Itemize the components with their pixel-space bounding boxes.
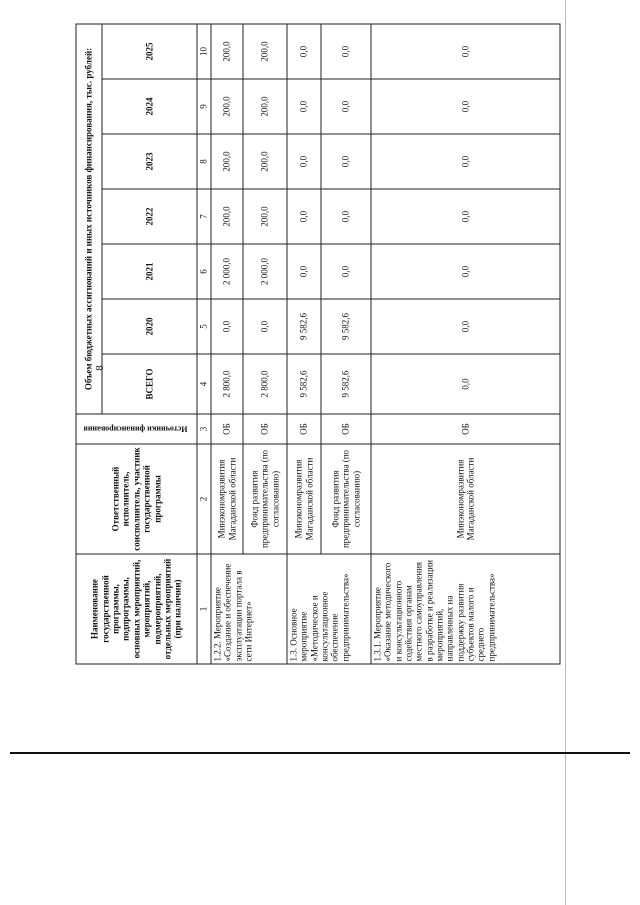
value-cell: 0,0 bbox=[287, 189, 321, 244]
col-number: 6 bbox=[197, 244, 211, 299]
value-cell: 200,0 bbox=[243, 189, 287, 244]
value-cell: 0,0 bbox=[287, 79, 321, 134]
value-cell: 2 800,0 bbox=[243, 354, 287, 414]
column-number-row bbox=[197, 24, 211, 664]
year-2025: 2025 bbox=[102, 24, 197, 79]
source-cell: ОБ bbox=[321, 414, 371, 444]
value-cell: 0,0 bbox=[321, 134, 371, 189]
col-number: 9 bbox=[197, 79, 211, 134]
executor-cell: Минэкономразвития Магаданской области bbox=[287, 444, 321, 554]
value-cell: 0,0 bbox=[321, 24, 371, 79]
value-cell: 0,0 bbox=[287, 24, 321, 79]
value-cell: 200,0 bbox=[243, 24, 287, 79]
col-number: 10 bbox=[197, 24, 211, 79]
col-number: 8 bbox=[197, 134, 211, 189]
source-cell: ОБ bbox=[211, 414, 243, 444]
value-cell: 200,0 bbox=[211, 79, 243, 134]
executor-cell: Минэкономразвития Магаданской области bbox=[211, 444, 243, 554]
row-title: 1.3.1. Мероприятие «Оказание методического и консультационного содействия органам местного самоуправления в разработке и реализации мероприятий, направленных на поддержку развития субъектов малого и среднего предпринимательства» bbox=[371, 554, 560, 664]
value-cell: 0,0 bbox=[371, 134, 560, 189]
source-cell: ОБ bbox=[371, 414, 560, 444]
col-number: 1 bbox=[197, 554, 211, 664]
executor-cell: Фонд развития предпринимательства (по согласованию) bbox=[321, 444, 371, 554]
value-cell: 0,0 bbox=[321, 79, 371, 134]
value-cell: 200,0 bbox=[211, 134, 243, 189]
source-cell: ОБ bbox=[243, 414, 287, 444]
page-number: 8 bbox=[94, 365, 106, 371]
value-cell: 0,0 bbox=[371, 354, 560, 414]
col-number: 7 bbox=[197, 189, 211, 244]
col-number: 3 bbox=[197, 414, 211, 444]
value-cell: 200,0 bbox=[243, 134, 287, 189]
value-cell: 200,0 bbox=[211, 24, 243, 79]
financing-table-sheet bbox=[76, 25, 561, 665]
value-cell: 0,0 bbox=[371, 24, 560, 79]
value-cell: 9 582,6 bbox=[287, 299, 321, 354]
year-2022: 2022 bbox=[102, 189, 197, 244]
value-cell: 2 000,0 bbox=[211, 244, 243, 299]
value-cell: 0,0 bbox=[321, 189, 371, 244]
value-cell: 0,0 bbox=[287, 134, 321, 189]
value-cell: 9 582,6 bbox=[321, 354, 371, 414]
col-number: 2 bbox=[197, 444, 211, 554]
financing-table bbox=[76, 23, 561, 664]
header-name: Наименование государственной программы, подпрограммы, основных мероприятий, мероприятий, подмероприятий, отдельных мероприятий (при наличии) bbox=[76, 554, 197, 664]
value-cell: 0,0 bbox=[371, 79, 560, 134]
value-cell: 0,0 bbox=[243, 299, 287, 354]
value-cell: 9 582,6 bbox=[321, 299, 371, 354]
value-cell: 0,0 bbox=[287, 244, 321, 299]
value-cell: 9 582,6 bbox=[287, 354, 321, 414]
year-total: ВСЕГО bbox=[102, 354, 197, 414]
year-2021: 2021 bbox=[102, 244, 197, 299]
row-title: 1.2.2. Мероприятие «Создание и обеспечение эксплуатации портала в сети Интернет» bbox=[211, 554, 287, 664]
value-cell: 200,0 bbox=[243, 79, 287, 134]
value-cell: 2 000,0 bbox=[243, 244, 287, 299]
row-title: 1.3. Основное мероприятие «Методическое и консультационное обеспечение предпринимательства» bbox=[287, 554, 371, 664]
value-cell: 200,0 bbox=[211, 189, 243, 244]
source-cell: ОБ bbox=[287, 414, 321, 444]
header-source: Источники финансирования bbox=[83, 424, 188, 434]
header-executor: Ответственный исполнитель, соисполнитель, участник государственной программы bbox=[76, 444, 197, 554]
year-2020: 2020 bbox=[102, 299, 197, 354]
col-number: 4 bbox=[197, 354, 211, 414]
value-cell: 0,0 bbox=[211, 299, 243, 354]
executor-cell: Фонд развития предпринимательства (по согласованию) bbox=[243, 444, 287, 554]
table-row bbox=[211, 24, 243, 664]
table-row bbox=[287, 24, 321, 664]
value-cell: 0,0 bbox=[371, 299, 560, 354]
value-cell: 0,0 bbox=[321, 244, 371, 299]
scan-edge-line bbox=[565, 0, 566, 905]
value-cell: 0,0 bbox=[371, 189, 560, 244]
year-2023: 2023 bbox=[102, 134, 197, 189]
horizontal-rule bbox=[10, 752, 630, 754]
col-number: 5 bbox=[197, 299, 211, 354]
value-cell: 2 800,0 bbox=[211, 354, 243, 414]
year-2024: 2024 bbox=[102, 79, 197, 134]
table-row bbox=[371, 24, 560, 664]
header-volume: Объем бюджетных ассигнований и иных источников финансирования, тыс. рублей: bbox=[76, 24, 102, 414]
header-source-cell bbox=[76, 414, 197, 444]
value-cell: 0,0 bbox=[371, 244, 560, 299]
executor-cell: Минэкономразвития Магаданской области bbox=[371, 444, 560, 554]
